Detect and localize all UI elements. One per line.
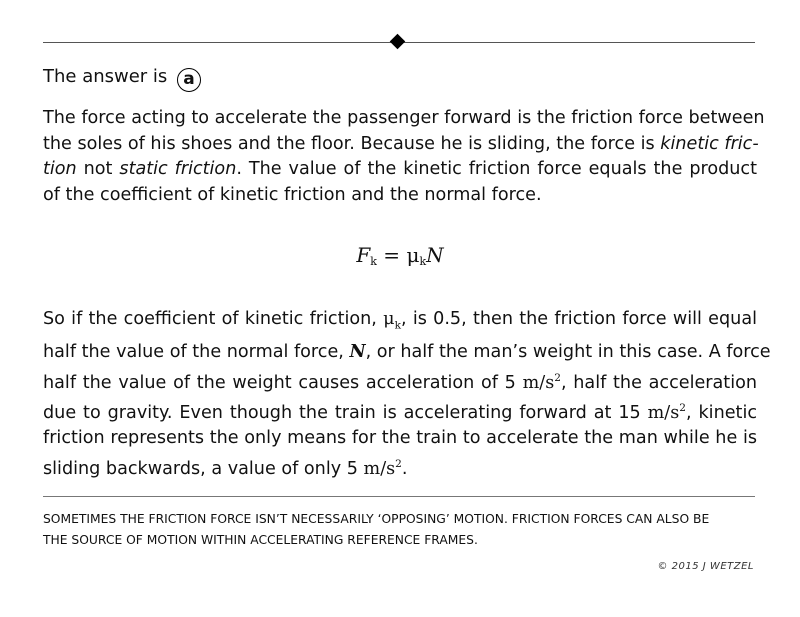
emphasis-text: kinetic fric- xyxy=(660,133,759,154)
copyright-notice: © 2015 J WETZEL xyxy=(657,561,754,572)
text-segment: the soles of his shoes and the floor. Because he is sliding, the force is xyxy=(43,133,661,154)
mu-symbol: μ xyxy=(383,309,395,329)
formula-subscript: k xyxy=(370,254,377,268)
text-segment: half the value of the normal force, xyxy=(43,342,350,363)
text-segment: , half the acceleration xyxy=(560,372,757,393)
mu-subscript: k xyxy=(394,319,401,332)
text-segment: half the value of the weight causes acceleration of 5 xyxy=(43,372,523,393)
text-segment: , kinetic xyxy=(685,402,758,423)
answer-letter-badge: a xyxy=(177,68,201,92)
text-segment: . The value of the kinetic friction force equals the product xyxy=(236,159,758,179)
answer-prefix: The answer is xyxy=(43,66,168,87)
unit-exponent: 2 xyxy=(395,457,402,470)
text-segment: . xyxy=(401,458,408,479)
formula-subscript: k xyxy=(419,254,427,268)
text-line xyxy=(43,396,757,426)
formula-mu-symbol: μ xyxy=(406,243,420,267)
normal-force-symbol: N xyxy=(349,341,366,363)
text-line xyxy=(43,132,757,158)
text-line xyxy=(43,157,757,183)
text-segment: sliding backwards, a value of only 5 xyxy=(43,458,364,479)
unit-text: m/s xyxy=(647,402,680,423)
text-segment: due to gravity. Even though the train is accelerating forward at 15 xyxy=(43,402,648,423)
emphasis-text: static friction xyxy=(119,159,237,179)
unit-exponent: 2 xyxy=(679,401,686,414)
unit-text: m/s xyxy=(363,458,396,479)
footnote xyxy=(43,509,757,551)
text-segment: , is 0.5, then the friction force will equal xyxy=(400,309,757,329)
text-line: of the coefficient of kinetic friction and the normal force. xyxy=(43,184,542,205)
text-line: friction represents the only means for the train to accelerate the man while he is xyxy=(43,428,757,449)
emphasis-text: tion xyxy=(43,159,77,179)
bottom-divider xyxy=(43,496,755,497)
explanation-paragraph xyxy=(43,106,765,208)
text-segment: not xyxy=(76,159,120,179)
formula-force-symbol: F xyxy=(356,243,371,267)
text-line xyxy=(43,339,771,366)
explanation-paragraph xyxy=(43,307,771,482)
formula-equals: = xyxy=(376,243,407,267)
text-line xyxy=(43,307,757,339)
text-segment: So if the coefficient of kinetic friction, xyxy=(43,309,384,329)
text-line xyxy=(43,366,757,396)
footnote-line: SOMETIMES THE FRICTION FORCE ISN’T NECESSARILY ‘OPPOSING’ MOTION. FRICTION FORCES CAN ALSO BE xyxy=(43,512,710,526)
text-line: The force acting to accelerate the passenger forward is the friction force between xyxy=(43,108,765,128)
friction-formula xyxy=(0,243,800,268)
unit-exponent: 2 xyxy=(554,371,561,384)
formula-normal-symbol: N xyxy=(426,243,444,267)
text-segment: , or half the man’s weight in this case. A force xyxy=(365,342,771,363)
footnote-line: THE SOURCE OF MOTION WITHIN ACCELERATING REFERENCE FRAMES. xyxy=(43,533,478,547)
diamond-icon xyxy=(390,34,406,50)
unit-text: m/s xyxy=(522,372,555,393)
text-line xyxy=(43,452,757,482)
answer-line xyxy=(43,64,201,92)
